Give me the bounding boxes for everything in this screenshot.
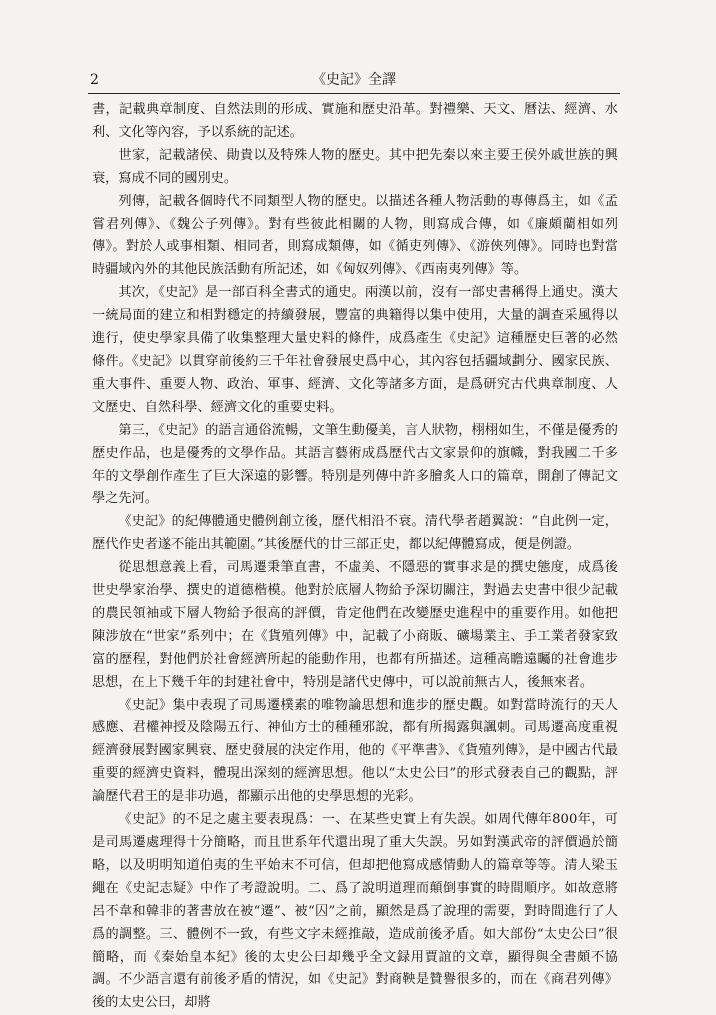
paragraph-shortcomings: 《史記》的不足之處主要表現爲：一、在某些史實上有失誤。如周代傳年800年，可是司馬遷處理得十分簡略，而且世系年代還出現了重大失誤。另如對漢武帝的評價過於簡略，以及明明知道伯夷的生平始末不可信，但却把他寫成感情動人的篇章等等。清人梁玉繩在《史記志疑》中作了考證說明。二、爲了說明道理而顛倒事實的時間順序。如故意將呂不韋和韓非的著書放在被“遷”、被“囚”之前，顯然是爲了說理的需要，對時間進行了人爲的調整。三、體例不一致，有些文字未經推敲，造成前後矛盾。如大部份“太史公曰”很簡略，而《秦始皇本紀》後的太史公曰却幾乎全文録用賈誼的文章，顯得與全書頗不協調。不少語言還有前後矛盾的情況，如《史記》對商鞅是贊譽很多的，而在《商君列傳》後的太史公曰，却將: [92, 812, 618, 1011]
page-header: [90, 70, 618, 92]
paragraph-literary-language: 第三，《史記》的語言通俗流暢，文筆生動優美，言人狀物，栩栩如生，不僅是優秀的歷史作品，也是優秀的文學作品。其語言藝術成爲歷代古文家景仰的旗幟，對我國二千多年的文學創作產生了巨大深遠的影響。特別是列傳中許多膾炙人口的篇章，開創了傳記文學之先河。: [92, 422, 618, 507]
paragraph-encyclopedic-history: 其次，《史記》是一部百科全書式的通史。兩漢以前，沒有一部史書稱得上通史。漢大一統局面的建立和相對穩定的持續發展，豐富的典籍得以集中使用，大量的調查采風得以進行，使史學家具備了收集整理大量史料的條件，成爲產生《史記》這種歷史巨著的必然條件。《史記》以貫穿前後約三千年社會發展史爲中心，其內容包括疆域劃分、國家民族、重大事件、重要人物、政治、軍事、經濟、文化等諸多方面，是爲研究古代典章制度、人文歷史、自然科學、經濟文化的重要史料。: [92, 285, 618, 415]
paragraph-historical-materialism: 《史記》集中表現了司馬遷樸素的唯物論思想和進步的歷史觀。如對當時流行的天人感應、君權神授及陰陽五行、神仙方士的種種邪說，都有所揭露與諷刺。司馬遷高度重視經濟發展對國家興衰、歷史發展的決定作用，他的《平準書》、《貨殖列傳》，是中國古代最重要的經濟史資料，體現出深刻的經濟思想。他以“太史公曰”的形式發表自己的觀點，評論歷代君王的是非功過，都顯示出他的史學思想的光彩。: [92, 697, 618, 805]
running-title: 《史記》全譯: [312, 72, 396, 88]
body-text: [92, 99, 618, 1015]
paragraph-liezhuan: 列傳，記載各個時代不同類型人物的歷史。以描述各種人物活動的專傳爲主，如《孟嘗君列傳》、《魏公子列傳》。對有些彼此相關的人物，則寫成合傳，如《廉頗藺相如列傳》。對於人或事相類、相同者，則寫成類傳，如《循吏列傳》、《游俠列傳》。同時也對當時疆域內外的其他民族活動有所記述，如《匈奴列傳》、《西南夷列傳》等。: [92, 193, 618, 278]
paragraph-biographical-style: 《史記》的紀傳體通史體例創立後，歷代相沿不衰。清代學者趙翼說：“自此例一定，歷代作史者遂不能出其範圍。”其後歷代的廿三部正史，都以紀傳體寫成，便是例證。: [92, 514, 618, 553]
page-number: 2: [90, 72, 99, 88]
header-rule: [88, 93, 620, 94]
paragraph-thought-significance: 從思想意義上看，司馬遷秉筆直書，不虛美、不隱惡的實事求是的撰史態度，成爲後世史學家治學、撰史的道德楷模。他對於底層人物給予深切關注，對過去史書中很少記載的農民領袖或下層人物給予很高的評價，肯定他們在改變歷史進程中的重要作用。如他把陳涉放在“世家”系列中；在《貨殖列傳》中，記載了小商販、礦場業主、手工業者發家致富的歷程，對他們於社會經濟所起的能動作用，也都有所描述。這種高瞻遠矚的社會進步思想，在上下幾千年的封建社會中，特別是諸代史傳中，可以說前無古人，後無來者。: [92, 560, 618, 690]
paragraph-shijia: 世家，記載諸侯、勛貴以及特殊人物的歷史。其中把先秦以來主要王侯外戚世族的興衰，寫成不同的國別史。: [92, 147, 618, 186]
paragraph-shu: 書，記載典章制度、自然法則的形成、實施和歷史沿革。對禮樂、天文、曆法、經濟、水利、文化等內容，予以系統的記述。: [92, 102, 618, 140]
